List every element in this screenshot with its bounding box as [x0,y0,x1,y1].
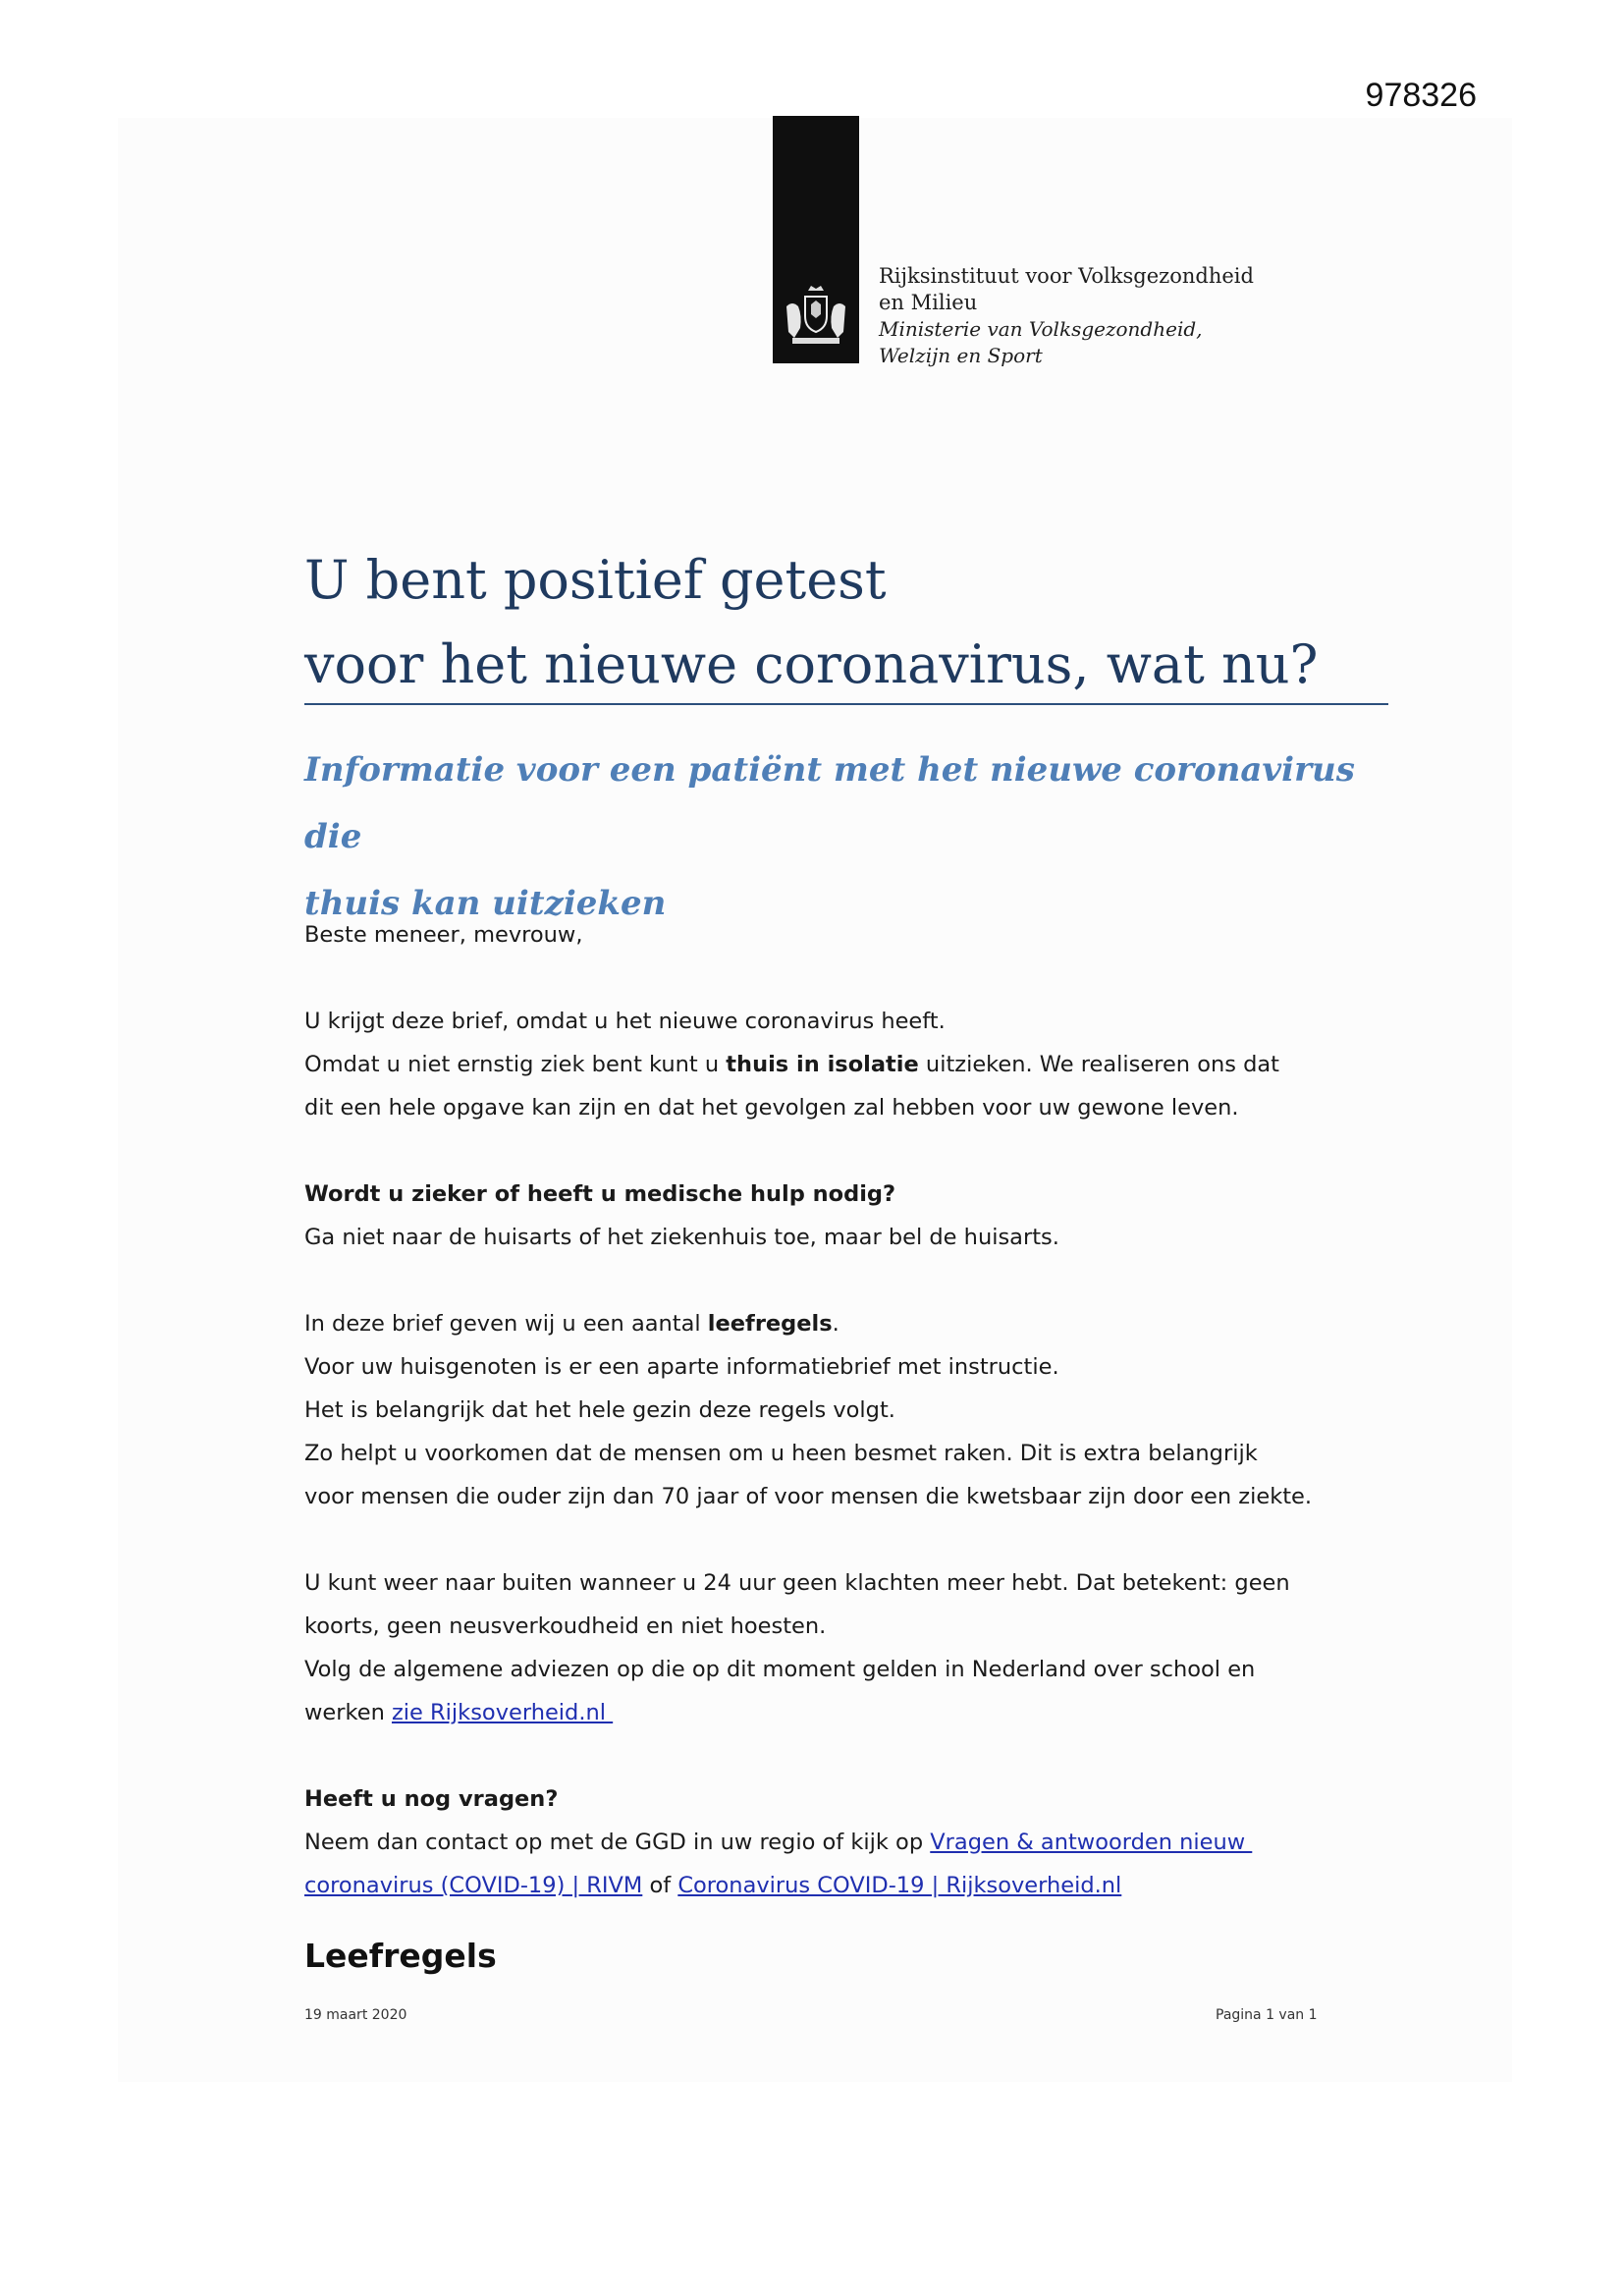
organisation-name [879,263,1254,369]
questions-heading: Heeft u nog vragen? [304,1786,559,1812]
org-line-1: Rijksinstituut voor Volksgezondheid [879,264,1254,288]
rules-line-4: Zo helpt u voorkomen dat de mensen om u heen besmet raken. Dit is extra belangrijk [304,1441,1258,1466]
intro-line-3: dit een hele opgave kan zijn en dat het gevolgen zal hebben voor uw gewone leven. [304,1095,1239,1121]
footer-page-number: Pagina 1 van 1 [1216,2007,1318,2023]
leefregels-emphasis: leefregels [707,1311,833,1337]
questions-line-1: Neem dan contact op met de GGD in uw regio of kijk op Vragen & antwoorden nieuw [304,1830,1253,1855]
letter-body [304,913,1404,1907]
page-subtitle [304,737,1394,937]
outside-line-1: U kunt weer naar buiten wanneer u 24 uur geen klachten meer hebt. Dat betekent: geen [304,1570,1290,1596]
coat-of-arms-icon [779,283,853,352]
org-line-2: en Milieu [879,291,978,314]
section-heading-leefregels: Leefregels [304,1937,497,1975]
title-line-1: U bent positief getest [304,549,887,611]
outside-line-4: werken zie Rijksoverheid.nl [304,1700,614,1725]
title-line-2: voor het nieuwe coronavirus, wat nu? [304,633,1319,695]
logo-bar [773,116,859,363]
ministry-line-1: Ministerie van Volksgezondheid, [879,317,1203,341]
questions-line-2: coronavirus (COVID-19) | RIVM of Coronavirus COVID-19 | Rijksoverheid.nl [304,1873,1122,1898]
page-title [304,538,1394,707]
rules-line-1: In deze brief geven wij u een aantal leefregels. [304,1311,839,1337]
subtitle-line-1: Informatie voor een patiënt met het nieuwe coronavirus die [304,750,1355,856]
title-divider [304,703,1388,705]
subtitle-line-2: thuis kan uitzieken [304,884,667,923]
footer-date: 19 maart 2020 [304,2007,407,2023]
intro-line-2: Omdat u niet ernstig ziek bent kunt u thuis in isolatie uitzieken. We realiseren ons dat [304,1052,1279,1077]
outside-line-2: koorts, geen neusverkoudheid en niet hoesten. [304,1613,827,1639]
rijksoverheid-covid-link[interactable]: Coronavirus COVID-19 | Rijksoverheid.nl [677,1873,1122,1898]
rules-line-5: voor mensen die ouder zijn dan 70 jaar of voor mensen die kwetsbaar zijn door een ziekte. [304,1484,1313,1509]
salutation: Beste meneer, mevrouw, [304,922,583,948]
rules-line-2: Voor uw huisgenoten is er een aparte informatiebrief met instructie. [304,1354,1059,1380]
intro-line-1: U krijgt deze brief, omdat u het nieuwe coronavirus heeft. [304,1009,946,1034]
help-text: Ga niet naar de huisarts of het ziekenhuis toe, maar bel de huisarts. [304,1225,1059,1250]
outside-line-3: Volg de algemene adviezen op die op dit moment gelden in Nederland over school en [304,1657,1256,1682]
isolation-emphasis: thuis in isolatie [726,1052,919,1077]
rivm-faq-link-part-2[interactable]: coronavirus (COVID-19) | RIVM [304,1873,643,1898]
rules-line-3: Het is belangrijk dat het hele gezin deze regels volgt. [304,1397,895,1423]
help-heading: Wordt u zieker of heeft u medische hulp nodig? [304,1181,896,1207]
rivm-faq-link-part-1[interactable]: Vragen & antwoorden nieuw [930,1830,1253,1855]
rijksoverheid-link[interactable]: zie Rijksoverheid.nl [391,1700,614,1725]
document-id: 978326 [1365,77,1477,114]
ministry-line-2: Welzijn en Sport [879,344,1043,367]
